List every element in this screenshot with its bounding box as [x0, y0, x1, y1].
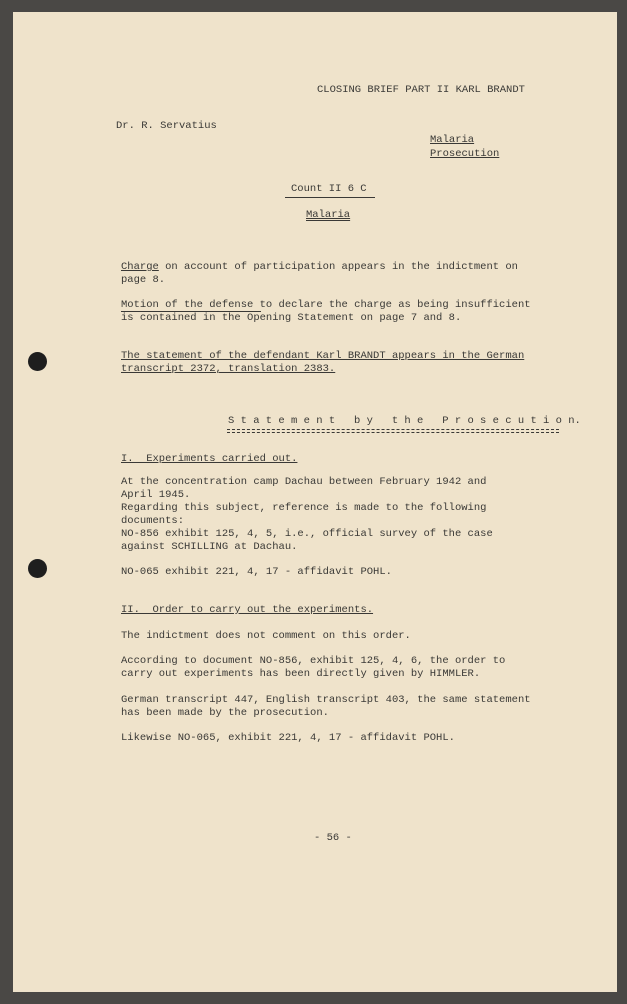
section1-line: against SCHILLING at Dachau. [121, 541, 298, 553]
statement-line2: transcript 2372, translation 2383. [121, 363, 336, 375]
section1-heading: I. Experiments carried out. [121, 453, 298, 465]
charge-paragraph-line2: page 8. [121, 274, 166, 286]
page-number: - 56 - [314, 832, 352, 844]
motion-line2: is contained in the Opening Statement on page 7 and 8. [121, 312, 462, 324]
section1-line: April 1945. [121, 489, 191, 501]
section-heading: S t a t e m e n t b y t h e P r o s e c u t i o n. [228, 415, 581, 427]
section2-paragraph: According to document NO-856, exhibit 125, 4, 6, the order to [121, 655, 506, 667]
section2-heading: II. Order to carry out the experiments. [121, 604, 374, 616]
section1-line: documents: [121, 515, 185, 527]
count-title-rule [285, 197, 375, 198]
section1-line: Regarding this subject, reference is made to the following [121, 502, 487, 514]
section2-paragraph: has been made by the prosecution. [121, 707, 329, 719]
section1-line: NO-856 exhibit 125, 4, 5, i.e., official survey of the case [121, 528, 493, 540]
document-page [13, 12, 617, 992]
section2-paragraph: carry out experiments has been directly given by HIMMLER. [121, 668, 481, 680]
section-heading-rule-2 [227, 432, 559, 433]
count-title: Count II 6 C [291, 183, 367, 195]
section-heading-rule-1 [227, 429, 559, 430]
section1-affidavit: NO-065 exhibit 221, 4, 17 - affidavit POHL. [121, 566, 392, 578]
topic-malaria: Malaria [430, 134, 475, 146]
charge-rest: on account of participation appears in the indictment on [158, 261, 518, 273]
author-name: Dr. R. Servatius [116, 120, 217, 132]
section2-paragraph: Likewise NO-065, exhibit 221, 4, 17 - affidavit POHL. [121, 732, 455, 744]
section2-paragraph: The indictment does not comment on this order. [121, 630, 411, 642]
brief-title: CLOSING BRIEF PART II KARL BRANDT [317, 84, 525, 96]
count-subtitle: Malaria [306, 209, 351, 221]
punch-hole-bottom [28, 559, 47, 578]
charge-paragraph-line1 [121, 261, 518, 274]
section1-line: At the concentration camp Dachau between February 1942 and [121, 476, 487, 488]
charge-word: Charge [121, 261, 159, 273]
topic-prosecution: Prosecution [430, 148, 500, 160]
punch-hole-top [28, 352, 47, 371]
statement-line1: The statement of the defendant Karl BRANDT appears in the German [121, 350, 525, 362]
motion-line1: Motion of the defense to declare the charge as being insufficient [121, 299, 531, 311]
section2-paragraph: German transcript 447, English transcript 403, the same statement [121, 694, 531, 706]
